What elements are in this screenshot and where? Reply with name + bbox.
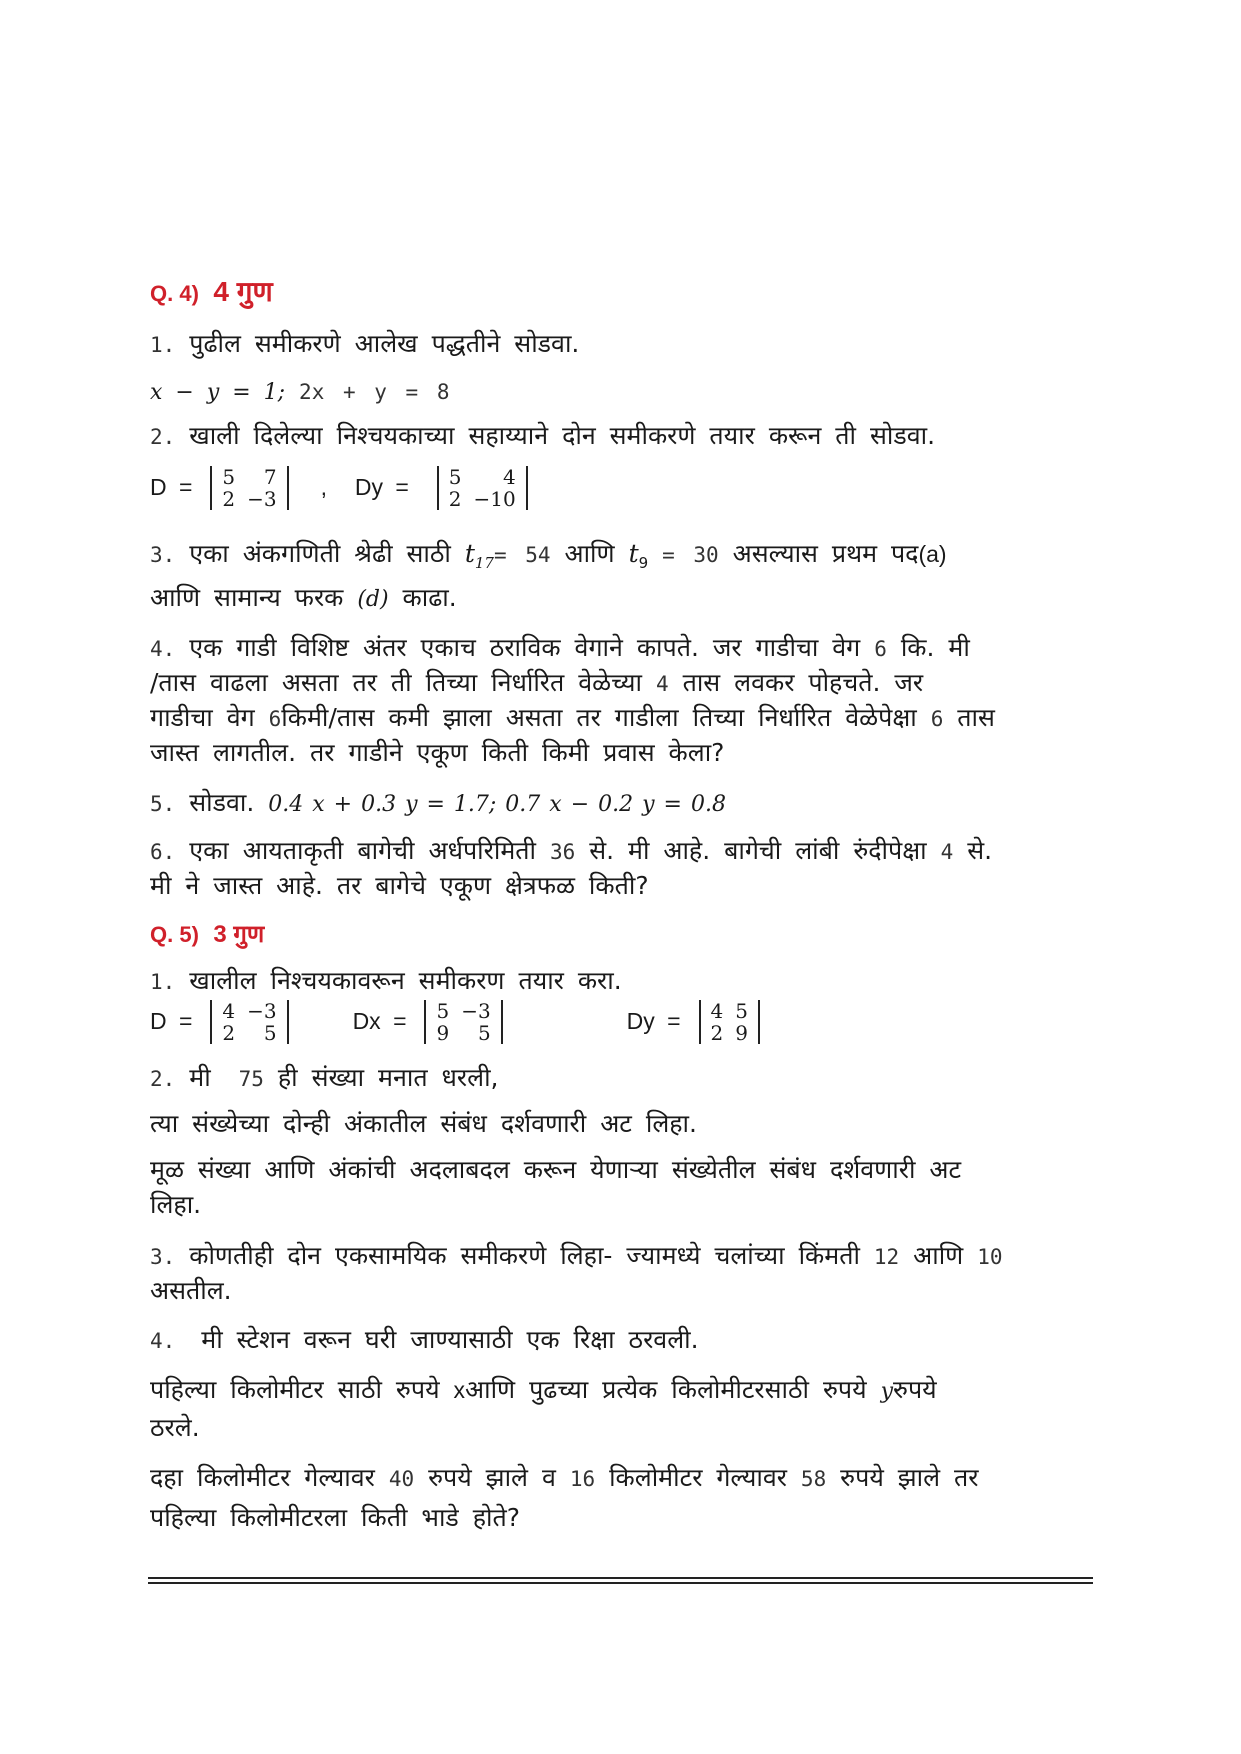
t17-symbol: t: [464, 539, 475, 568]
determinant-entry: −10: [473, 487, 516, 511]
q5-det-dy-label: Dy =: [626, 1008, 681, 1034]
q4-item1: [150, 326, 579, 360]
q4-item3-text-b: आणि: [564, 539, 615, 568]
bottom-divider-second: [148, 1582, 1093, 1584]
q5-item4-line2: [150, 1372, 937, 1406]
q5-item4-text-g: रुपये झाले व: [428, 1463, 556, 1492]
q5-item3-line2: [150, 1273, 232, 1307]
determinant-entry: 2: [222, 487, 236, 511]
first-term-symbol: (a): [918, 541, 947, 567]
q4-label: Q. 4): [150, 281, 199, 306]
t9-subscript: 9: [638, 554, 649, 572]
determinant-entry: 5: [263, 1021, 277, 1045]
q5-item3-line1: [150, 1238, 1003, 1272]
q4-item6-number: 6.: [150, 840, 176, 864]
q5-item1-determinants: [150, 1000, 764, 1044]
q4-item2: [150, 418, 935, 452]
q5-item4-text-i: रुपये झाले तर: [840, 1463, 979, 1492]
q5-item2-text-b: ही संख्या मनात धरली,: [277, 1063, 499, 1092]
determinant-entry: 5: [222, 465, 236, 489]
q5-det-dx: [424, 1000, 502, 1044]
common-difference-symbol: (d): [357, 587, 389, 612]
det-separator: ,: [320, 474, 327, 500]
variable-y: y: [880, 1379, 894, 1404]
q4-item4-text-d: तास लवकर पोहचते. जर: [682, 668, 924, 697]
q5-label: Q. 5): [150, 922, 199, 947]
determinant-entry: 2: [222, 1021, 236, 1045]
determinant-entry: 9: [735, 1021, 748, 1045]
q5-item2-number: 2.: [150, 1067, 176, 1091]
q4-item1-eq2: 2x + y = 8: [299, 380, 450, 404]
q5-item1-text: खालील निश्चयकावरून समीकरण तयार करा.: [189, 966, 622, 995]
determinant-entry: −3: [247, 487, 277, 511]
t17-subscript: 17: [474, 554, 494, 572]
q5-item2-line1: [150, 1060, 499, 1094]
t9-value: = 30: [662, 543, 719, 567]
q4-item1-text: पुढील समीकरणे आलेख पद्धतीने सोडवा.: [189, 329, 580, 358]
q4-item3-line2: [150, 580, 457, 614]
q4-item1-equations: [150, 376, 449, 405]
t17-value: = 54: [493, 543, 551, 567]
q5-marks: 3 गुण: [213, 921, 265, 948]
value-12: 12: [873, 1245, 900, 1269]
q5-item2-text-d: मूळ संख्या आणि अंकांची अदलाबदल करून येणाऱ्या संख्येतील संबंध दर्शवणारी अट: [150, 1155, 962, 1184]
q4-marks: 4 गुण: [213, 276, 273, 307]
q4-item6-text-b: से. मी आहे. बागेची लांबी रुंदीपेक्षा: [589, 836, 927, 865]
q4-item4-text-f: किमी/तास कमी झाला असता तर गाडीला तिच्या निर्धारित वेळेपेक्षा: [281, 703, 917, 732]
q5-item4-line3: [150, 1410, 200, 1444]
q5-item4-number: 4.: [150, 1329, 176, 1353]
q5-item4-text-e: ठरले.: [150, 1413, 200, 1442]
determinant-entry: 4: [710, 999, 724, 1023]
t9-symbol: t: [628, 539, 639, 568]
q4-item6-text-a: एका आयताकृती बागेची अर्धपरिमिती: [189, 836, 536, 865]
q4-item4-line2: [150, 665, 923, 699]
determinant-entry: 5: [436, 999, 450, 1023]
hours-late-value: 6: [930, 707, 944, 731]
q5-det-d: [210, 1000, 288, 1044]
q4-heading: [150, 272, 273, 310]
q4-item3-text-e: काढा.: [402, 583, 457, 612]
determinant-entry: 5: [735, 999, 748, 1023]
det-d-label: D =: [150, 474, 193, 500]
q5-item1: [150, 963, 622, 997]
speed-increase-value: 6: [874, 637, 887, 661]
q4-item5-number: 5.: [150, 792, 176, 816]
q5-item3-text-b: आणि: [913, 1241, 964, 1270]
q4-item2-text: खाली दिलेल्या निश्चयकाच्या सहाय्याने दोन समीकरणे तयार करून ती सोडवा.: [189, 421, 936, 450]
q4-item3-text-d: आणि सामान्य फरक: [150, 583, 344, 612]
q4-item3-number: 3.: [150, 543, 176, 567]
q5-item4-line5: [150, 1500, 520, 1534]
q5-item3-text-c: असतील.: [150, 1276, 232, 1305]
q4-item3-text-a: एका अंकगणिती श्रेढी साठी: [189, 539, 451, 568]
determinant-entry: 2: [710, 1021, 724, 1045]
q5-item4-text-f: दहा किलोमीटर गेल्यावर: [150, 1463, 375, 1492]
determinant-entry: 5: [477, 1021, 491, 1045]
q5-item2-line3: [150, 1152, 961, 1186]
q4-item4-text-h: जास्त लागतील. तर गाडीने एकूण किती किमी प्रवास केला?: [150, 738, 725, 767]
q5-item2-line4: [150, 1187, 201, 1221]
det-dy-label: Dy =: [354, 474, 409, 500]
determinant-entry: 4: [503, 465, 516, 489]
determinant-entry: −3: [247, 999, 277, 1023]
q4-item6-text-d: मी ने जास्त आहे. तर बागेचे एकूण क्षेत्रफळ किती?: [150, 871, 649, 900]
q4-item6-text-c: से.: [967, 836, 993, 865]
fare-40: 40: [388, 1467, 415, 1491]
q4-item4-number: 4.: [150, 637, 176, 661]
q5-item4-text-b: पहिल्या किलोमीटर साठी रुपये: [150, 1375, 440, 1404]
q4-item2-number: 2.: [150, 425, 176, 449]
q4-item5-text: सोडवा.: [189, 788, 255, 817]
length-difference-value: 4: [940, 840, 954, 864]
distance-16: 16: [569, 1467, 596, 1491]
q4-item3-text-c: असल्यास प्रथम पद: [732, 539, 919, 568]
q4-item1-number: 1.: [150, 333, 176, 357]
q5-item4-text-j: पहिल्या किलोमीटरला किती भाडे होते?: [150, 1503, 521, 1532]
speed-decrease-value: 6: [268, 707, 282, 731]
determinant-entry: 4: [222, 999, 236, 1023]
q5-item2-text-c: त्या संख्येच्या दोन्ही अंकातील संबंध दर्शवणारी अट लिहा.: [150, 1109, 697, 1138]
det-dy: [437, 466, 528, 510]
q5-det-d-label: D =: [150, 1008, 193, 1034]
q5-heading: [150, 917, 264, 950]
q4-item6-line1: [150, 833, 992, 867]
determinant-entry: 7: [263, 465, 277, 489]
q5-item4-text-d: रुपये: [893, 1375, 937, 1404]
q5-item2-text-a: मी: [189, 1063, 211, 1092]
q4-item4-text-b: कि. मी: [900, 633, 970, 662]
q5-det-dx-label: Dx =: [352, 1008, 407, 1034]
semi-perimeter-value: 36: [549, 840, 576, 864]
q5-det-dy: [699, 1000, 760, 1044]
q4-item4-line1: [150, 630, 970, 664]
q4-item5-equations: 0.4 x + 0.3 y = 1.7; 0.7 x − 0.2 y = 0.8: [268, 792, 726, 817]
q4-item3-line1: [150, 536, 947, 572]
determinant-entry: 9: [436, 1021, 450, 1045]
q4-item4-text-a: एक गाडी विशिष्ट अंतर एकाच ठराविक वेगाने कापते. जर गाडीचा वेग: [189, 633, 861, 662]
q5-item3-text-a: कोणतीही दोन एकसामयिक समीकरणे लिहा- ज्यामध्ये चलांच्या किंमती: [189, 1241, 860, 1270]
determinant-entry: 5: [448, 465, 462, 489]
q4-item6-line2: [150, 868, 649, 902]
q5-item4-text-h: किलोमीटर गेल्यावर: [609, 1463, 787, 1492]
q4-item4-text-c: /तास वाढला असता तर ती तिच्या निर्धारित वेळेच्या: [150, 668, 643, 697]
q5-item4-line1: [150, 1322, 699, 1356]
number-75: 75: [238, 1067, 264, 1091]
q5-item3-number: 3.: [150, 1245, 176, 1269]
q5-item1-number: 1.: [150, 970, 176, 994]
value-10: 10: [977, 1245, 1003, 1269]
q4-item4-line4: [150, 735, 724, 769]
bottom-divider: [148, 1577, 1093, 1579]
q4-item4-text-e: गाडीचा वेग: [150, 703, 255, 732]
determinant-entry: 2: [448, 487, 462, 511]
determinant-entry: −3: [461, 999, 491, 1023]
q5-item4-text-a: मी स्टेशन वरून घरी जाण्यासाठी एक रिक्षा ठरवली.: [201, 1325, 699, 1354]
variable-x: x: [453, 1377, 466, 1403]
q5-item2-line2: [150, 1106, 697, 1140]
hours-early-value: 4: [655, 672, 669, 696]
q4-item4-text-g: तास: [957, 703, 995, 732]
q4-item4-line3: [150, 700, 995, 734]
q5-item4-line4: [150, 1460, 979, 1494]
q4-item1-eq1: x − y = 1;: [150, 380, 286, 405]
fare-58: 58: [800, 1467, 827, 1491]
q5-item4-text-c: आणि पुढच्या प्रत्येक किलोमीटरसाठी रुपये: [465, 1375, 867, 1404]
det-d: [210, 466, 288, 510]
q4-item5: [150, 785, 726, 819]
q5-item2-text-e: लिहा.: [150, 1190, 202, 1219]
q4-item2-determinants: [150, 466, 532, 510]
